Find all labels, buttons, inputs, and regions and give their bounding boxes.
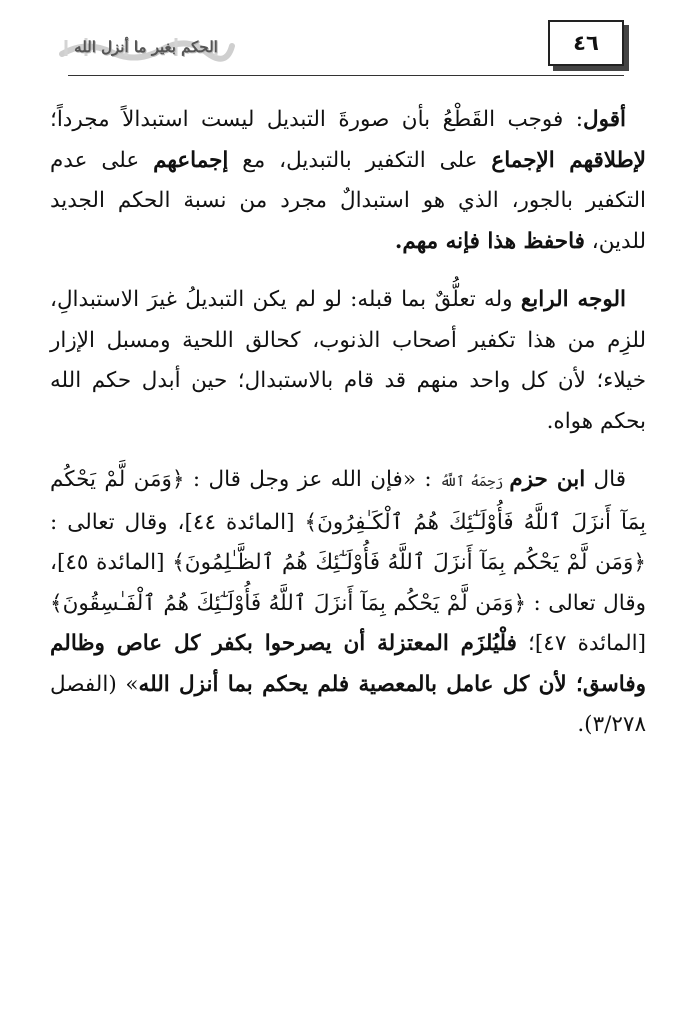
paragraph-1-bold-4: فاحفظ هذا فإنه مهم.	[394, 228, 585, 254]
book-title-calligraphy	[56, 32, 236, 62]
paragraph-1-text-1: : فوجب القَطْعُ بأن صورةَ التبديل ليست استبدالاً مجرداً؛	[50, 107, 584, 132]
paragraph-3-citation: » (الفصل ٣/٢٧٨).	[50, 671, 646, 737]
paragraph-3-quote: : «فإن الله عز وجل قال : ﴿وَمَن لَّمْ يَحْكُم بِمَآ أَنزَلَ ٱللَّهُ فَأُوْلَـٰٓئِكَ هُمُ ٱلْكَـٰفِرُونَ﴾ [المائدة ٤٤]، وقال تعالى : ﴿وَمَن لَّمْ يَحْكُم بِمَآ أَنزَلَ ٱللَّهُ فَأُوْلَـٰٓئِكَ هُمُ ٱلظَّـٰلِمُونَ﴾ [المائدة ٤٥]، وقال تعالى : ﴿وَمَن لَّمْ يَحْكُم بِمَآ أَنزَلَ ٱللَّهُ فَأُوْلَـٰٓئِكَ هُمُ ٱلْفَـٰسِقُونَ﴾ [المائدة ٤٧]؛	[50, 467, 647, 656]
paragraph-3-bold-2: فلْيُلزَم المعتزلة أن يصرحوا بكفر كل عاص وظالم وفاسق؛ لأن كل عامل بالمعصية فلم يحكم بما أنزل الله	[50, 631, 646, 697]
header-divider	[68, 75, 624, 76]
paragraph-2-bold-1: الوجه الرابع	[520, 287, 626, 312]
paragraph-3-bold-1: ابن حزم	[509, 467, 586, 492]
paragraph-2	[50, 280, 646, 442]
paragraph-1-text-2: على التكفير بالتبديل، مع	[228, 147, 492, 173]
page-number-box	[548, 20, 624, 66]
paragraph-1	[50, 100, 646, 262]
page-number: ٤٦	[573, 31, 599, 55]
paragraph-3-text-1: قال	[585, 467, 626, 492]
book-title: الحكم بغير ما أنزل الله	[74, 38, 218, 56]
paragraph-2-text-1: وله تعلُّقٌ بما قبله: لو لم يكن التبديلُ غيرَ الاستبدالِ، للزِم من هذا تكفير أصحاب الذنوب، كحالق اللحية ومسبل الإزار خيلاء؛ لأن كل واحد منهم قد قام بالاستبدال؛ حين أبدل حكم الله بحكم هواه.	[50, 287, 646, 434]
honorific: رَحِمَهُ ٱللَّهُ	[439, 474, 510, 490]
paragraph-1-bold-3: إجماعهم	[153, 147, 229, 173]
page-body	[50, 100, 646, 764]
paragraph-3	[50, 460, 646, 746]
page-header	[0, 0, 697, 90]
paragraph-1-bold-2: لإطلاقهم الإجماع	[491, 147, 646, 173]
paragraph-1-text-3: على عدم التكفير بالجور، الذي هو استبدالٌ مجرد من نسبة الحكم الجديد للدين،	[50, 147, 646, 254]
paragraph-1-bold-1: أقول	[583, 107, 626, 132]
